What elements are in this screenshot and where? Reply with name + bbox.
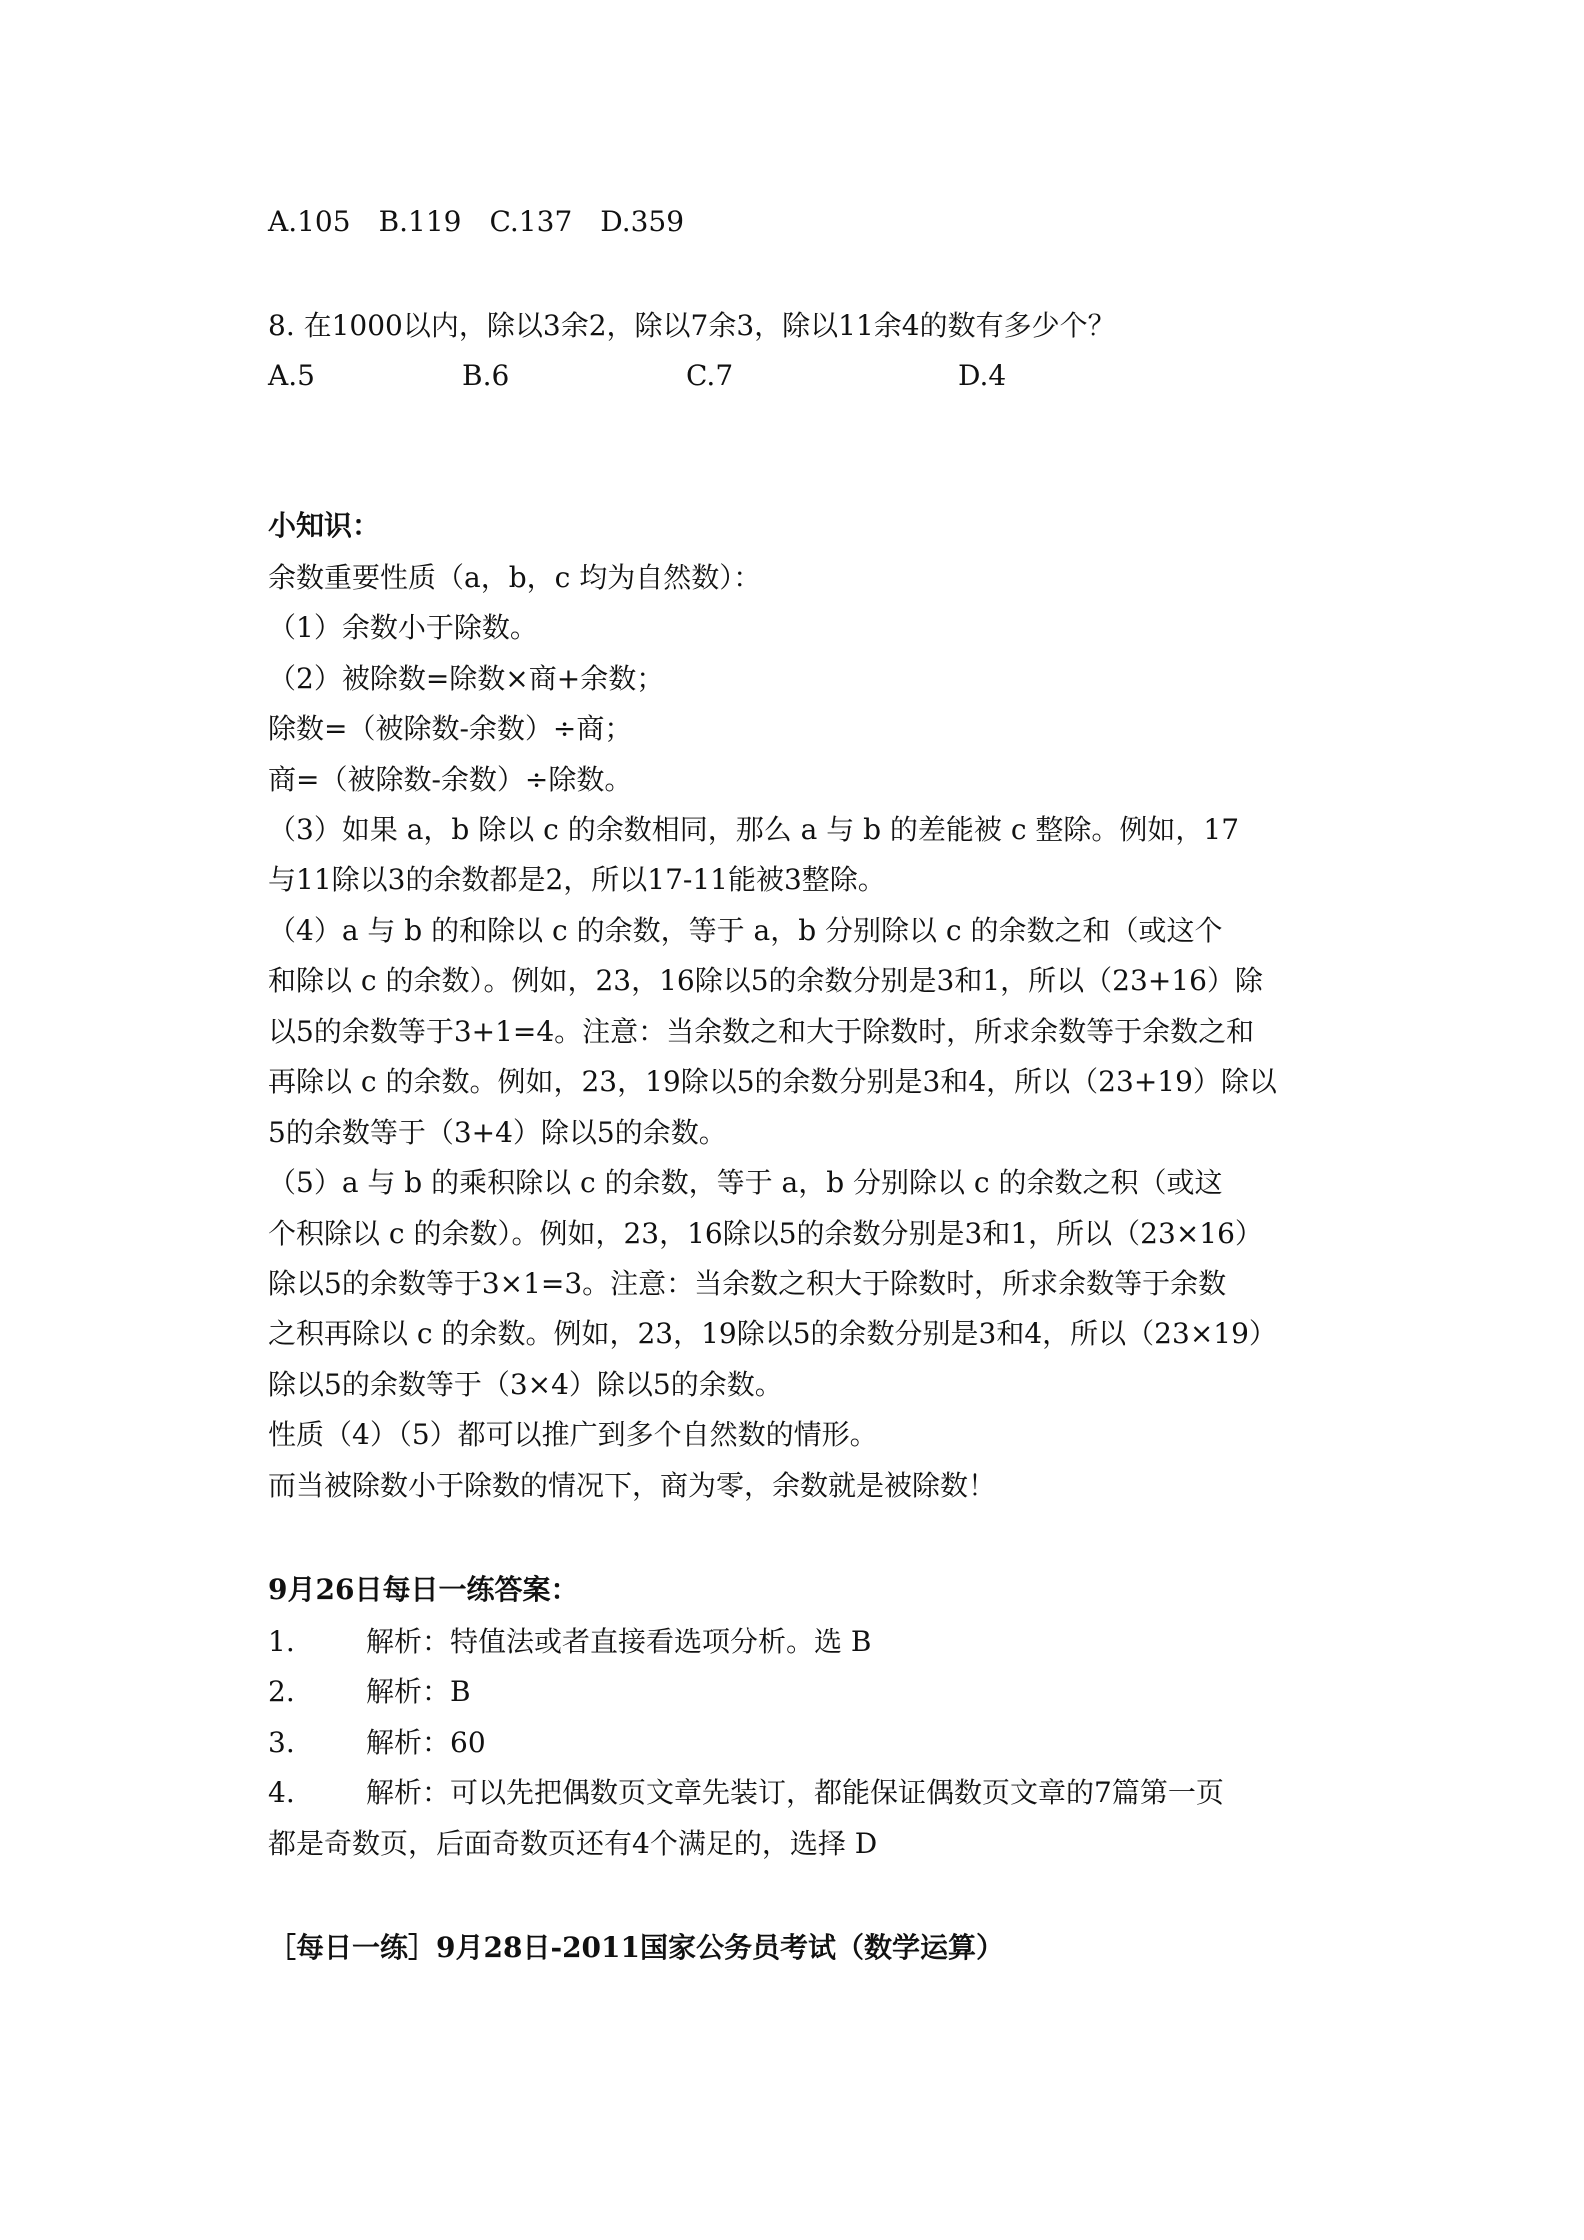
tips-line: 性质（4）（5）都可以推广到多个自然数的情形。 [268,1418,878,1451]
q8-question: 8. 在1000以内，除以3余2，除以7余3，除以11余4的数有多少个？ [268,309,1116,342]
tips-line: 除数=（被除数-余数）÷商； [268,712,633,745]
tips-line: （5）a 与 b 的乘积除以 c 的余数，等于 a，b 分别除以 c 的余数之积（或这 [268,1166,1223,1199]
tips-line: 除以5的余数等于（3×4）除以5的余数。 [268,1368,783,1401]
next-exercise-heading: ［每日一练］9月28日-2011国家公务员考试（数学运算） [268,1931,1005,1964]
answer-number: 2. [268,1675,295,1708]
tips-line: （2）被除数=除数×商+余数； [268,662,665,695]
tips-line: 与11除以3的余数都是2，所以17-11能被3整除。 [268,863,886,896]
q8-option-b: B.6 [462,359,510,392]
answer-number: 3. [268,1726,295,1759]
answer-number: 4. [268,1776,295,1809]
tips-line: 再除以 c 的余数。例如，23，19除以5的余数分别是3和4，所以（23+19）除以 [268,1065,1277,1098]
tips-line: 商=（被除数-余数）÷除数。 [268,763,633,796]
q8-option-d: D.4 [958,359,1007,392]
tips-line: 个积除以 c 的余数）。例如，23，16除以5的余数分别是3和1，所以（23×16） [268,1217,1263,1250]
tips-line: 以5的余数等于3+1=4。注意：当余数之和大于除数时，所求余数等于余数之和 [268,1015,1255,1048]
answers-heading: 9月26日每日一练答案： [268,1573,579,1606]
tips-line: （3）如果 a，b 除以 c 的余数相同，那么 a 与 b 的差能被 c 整除。例如，17 [268,813,1240,846]
tips-line: 之积再除以 c 的余数。例如，23，19除以5的余数分别是3和4，所以（23×19） [268,1317,1277,1350]
answer-text: 解析：B [366,1675,471,1708]
answer-continuation: 都是奇数页，后面奇数页还有4个满足的，选择 D [268,1827,878,1860]
tips-line: （4）a 与 b 的和除以 c 的余数，等于 a，b 分别除以 c 的余数之和（或这个 [268,914,1223,947]
tips-line: 除以5的余数等于3×1=3。注意：当余数之积大于除数时，所求余数等于余数 [268,1267,1227,1300]
tips-line: 5的余数等于（3+4）除以5的余数。 [268,1116,727,1149]
tips-heading: 小知识： [268,509,381,542]
q8-option-a: A.5 [268,359,315,392]
tips-line: 余数重要性质（a，b，c 均为自然数）： [268,561,762,594]
q8-option-c: C.7 [686,359,734,392]
answer-text: 解析：60 [366,1726,486,1759]
tips-line: （1）余数小于除数。 [268,611,538,644]
tips-line: 而当被除数小于除数的情况下，商为零，余数就是被除数！ [268,1469,997,1502]
tips-line: 和除以 c 的余数）。例如，23，16除以5的余数分别是3和1，所以（23+16）除 [268,964,1263,997]
q7-options: A.105 B.119 C.137 D.359 [268,205,685,238]
answer-number: 1. [268,1625,295,1658]
answer-text: 解析：特值法或者直接看选项分析。选 B [366,1625,872,1658]
answer-text: 解析：可以先把偶数页文章先装订，都能保证偶数页文章的7篇第一页 [366,1776,1224,1809]
